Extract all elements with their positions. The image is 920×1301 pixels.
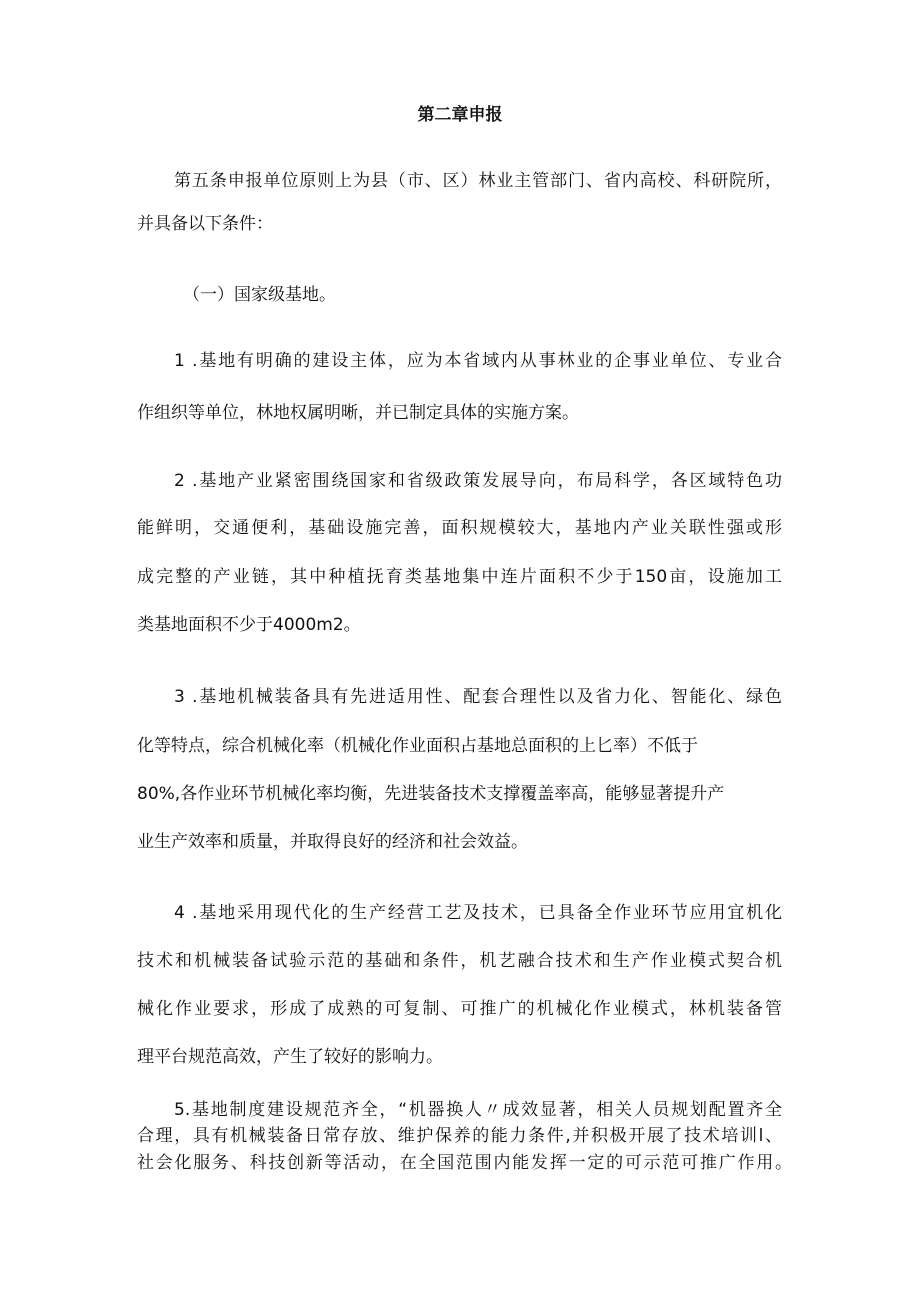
item-3-line-4: 业生产效率和质量，并取得良好的经济和社会效益。	[137, 832, 528, 852]
item-3-line-3: 80%,各作业环节机械化率均衡，先进装备技术支撑覆盖率高，能够显著提升产	[137, 784, 725, 804]
item-4-line-1: 4 .基地采用现代化的生产经营工艺及技术，已具备全作业环节应用宜机化	[174, 903, 782, 923]
item-5-line-2: 合理，具有机械装备日常存放、维护保养的能力条件,并积极开展了技术培训l、	[137, 1126, 782, 1146]
item-2-line-1: 2 .基地产业紧密围绕国家和省级政策发展导向，布局科学，各区域特色功	[174, 471, 782, 491]
item-2-line-2: 能鲜明，交通便利，基础设施完善，面积规模较大，基地内产业关联性强或形	[137, 518, 782, 538]
article-5-line-2: 并具备以下条件：	[137, 214, 273, 234]
item-3-line-1: 3 .基地机械装备具有先进适用性、配套合理性以及省力化、智能化、绿色	[174, 687, 782, 707]
chapter-title: 第二章申报	[417, 105, 503, 125]
item-1-line-1: 1 .基地有明确的建设主体，应为本省域内从事林业的企事业单位、专业合	[174, 351, 782, 371]
item-2-line-4: 类基地面积不少于4000m2。	[137, 615, 361, 635]
article-5-line-1: 第五条申报单位原则上为县（市、区）林业主管部门、省内高校、科研院所，	[174, 171, 782, 191]
item-1-line-2: 作组织等单位，林地权属明晰，并已制定具体的实施方案。	[137, 403, 579, 423]
item-5-line-1: 5.基地制度建设规范齐全，“机器换人〃成效显著，相关人员规划配置齐全	[174, 1100, 782, 1120]
section-heading-national: （一）国家级基地。	[183, 285, 336, 305]
item-3-line-2: 化等特点，综合机械化率（机械化作业面积占基地总面积的上匕率）不低于	[137, 736, 698, 756]
item-5-line-3: 社会化服务、科技创新等活动，在全国范围内能发挥一定的可示范可推广作用。	[137, 1153, 792, 1173]
item-4-line-4: 理平台规范高效，产生了较好的影响力。	[137, 1047, 443, 1067]
item-4-line-2: 技术和机械装备试验示范的基础和条件，机艺融合技术和生产作业模式契合机	[137, 951, 782, 971]
item-4-line-3: 械化作业要求，形成了成熟的可复制、可推广的机械化作业模式，林机装备管	[137, 999, 782, 1019]
item-2-line-3: 成完整的产业链，其中种植抚育类基地集中连片面积不少于150亩，设施加工	[137, 567, 782, 587]
